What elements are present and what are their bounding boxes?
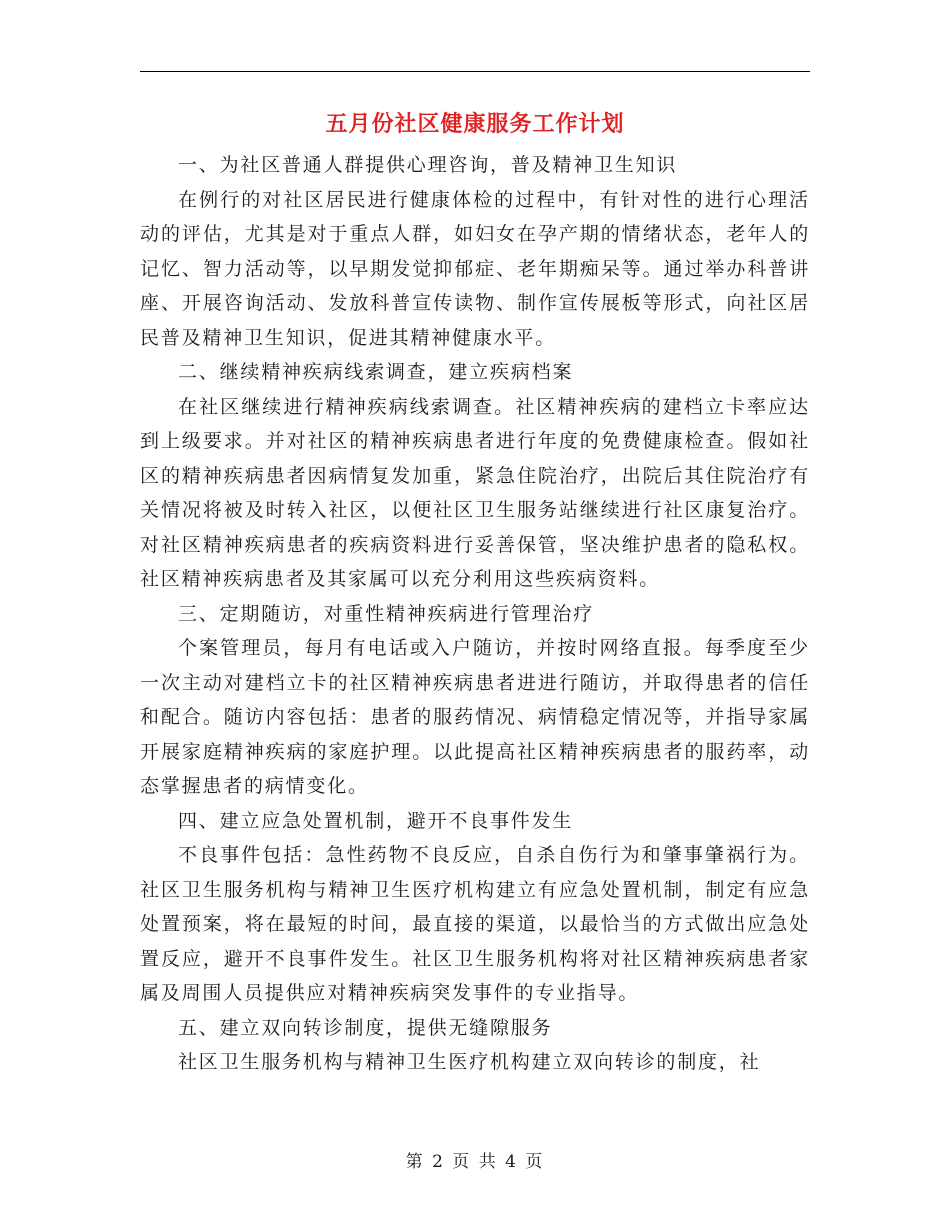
section-heading-1: 一、为社区普通人群提供心理咨询，普及精神卫生知识 [178, 154, 678, 176]
section-paragraph-3: 个案管理员，每月有电话或入户随访，并按时网络直报。每季度至少一次主动对建档立卡的社区精神疾病患者进进行随访，并取得患者的信任和配合。随访内容包括：患者的服药情况、病情稳定情况等，并指导家属开展家庭精神疾病的家庭护理。以此提高社区精神疾病患者的服药率，动态掌握患者的病情变化。 [140, 637, 810, 797]
section-heading-2: 二、继续精神疾病线索调查，建立疾病档案 [178, 361, 574, 383]
page-footer: 第 2 页 共 4 页 [405, 1152, 545, 1172]
section-heading-4: 四、建立应急处置机制，避开不良事件发生 [178, 809, 574, 832]
document-title: 五月份社区健康服务工作计划 [325, 112, 625, 137]
section-paragraph-2: 在社区继续进行精神疾病线索调查。社区精神疾病的建档立卡率应达到上级要求。并对社区的精神疾病患者进行年度的免费健康检查。假如社区的精神疾病患者因病情复发加重，紧急住院治疗，出院后其住院治疗有关情况将被及时转入社区，以便社区卫生服务站继续进行社区康复治疗。对社区精神疾病患者的疾病资料进行妥善保管，坚决维护患者的隐私权。社区精神疾病患者及其家属可以充分利用这些疾病资料。 [140, 395, 810, 590]
section-heading-5: 五、建立双向转诊制度，提供无缝隙服务 [178, 1016, 553, 1039]
section-paragraph-1: 在例行的对社区居民进行健康体检的过程中，有针对性的进行心理活动的评估，尤其是对于重点人群，如妇女在孕产期的情绪状态，老年人的记忆、智力活动等，以早期发觉抑郁症、老年期痴呆等。通过举办科普讲座、开展咨询活动、发放科普宣传读物、制作宣传展板等形式，向社区居民普及精神卫生知识，促进其精神健康水平。 [140, 188, 810, 349]
document-body [140, 148, 810, 1080]
section-paragraph-5: 社区卫生服务机构与精神卫生医疗机构建立双向转诊的制度，社 [178, 1051, 761, 1073]
section-heading-3: 三、定期随访，对重性精神疾病进行管理治疗 [178, 602, 595, 625]
header-rule [140, 71, 810, 72]
section-paragraph-4: 不良事件包括：急性药物不良反应，自杀自伤行为和肇事肇祸行为。社区卫生服务机构与精神卫生医疗机构建立有应急处置机制，制定有应急处置预案，将在最短的时间，最直接的渠道，以最恰当的方式做出应急处置反应，避开不良事件发生。社区卫生服务机构将对社区精神疾病患者家属及周围人员提供应对精神疾病突发事件的专业指导。 [140, 844, 810, 1004]
